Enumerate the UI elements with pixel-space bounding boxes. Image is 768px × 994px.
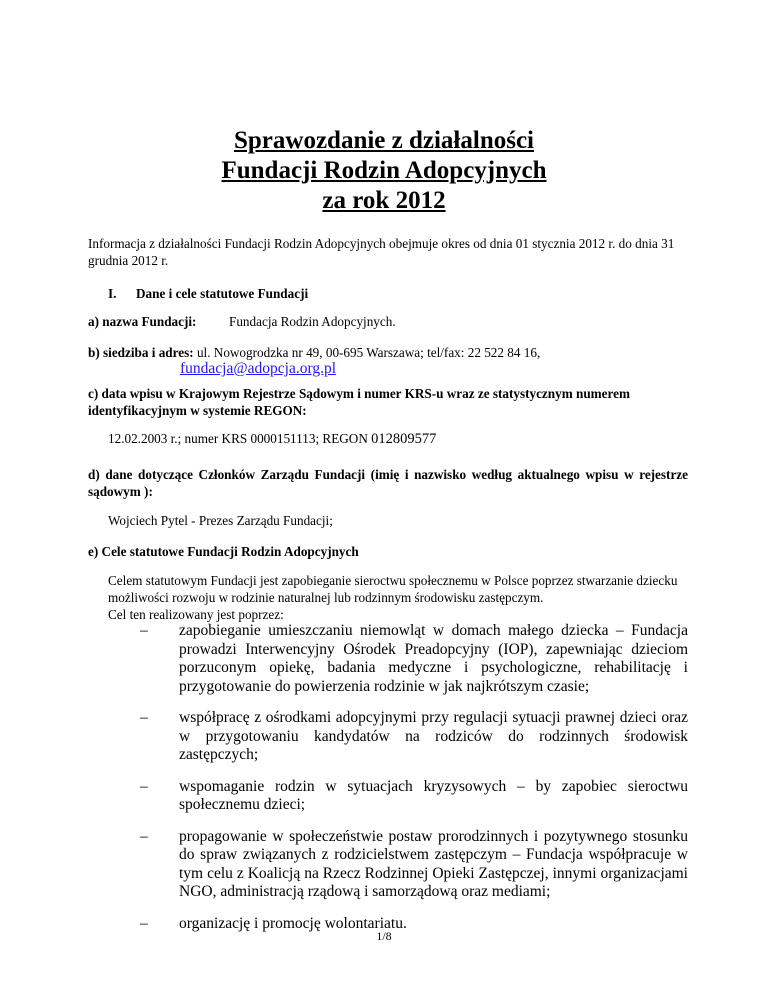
section-1-title: Dane i cele statutowe Fundacji [136, 286, 309, 301]
dash-icon: – [140, 777, 148, 795]
section-1-heading [108, 285, 308, 302]
email-link[interactable]: fundacja@adopcja.org.pl [180, 360, 337, 377]
statutory-goals-heading: e) Cele statutowe Fundacji Rodzin Adopcyjnych [88, 544, 359, 559]
foundation-name-label: a) nazwa Fundacji: [88, 314, 197, 329]
dash-icon: – [140, 622, 148, 639]
section-1-number: I. [108, 286, 117, 301]
title-line-2: Fundacji Rodzin Adopcyjnych [221, 157, 547, 184]
board-label: d) dane dotyczące Członków Zarządu Fundacji (imię i nazwisko według aktualnego wpisu w rejestrze sądowym ): [88, 467, 688, 499]
goals-list [140, 622, 688, 946]
title-line-3: za rok 2012 [322, 187, 446, 214]
board-value: Wojciech Pytel - Prezes Zarządu Fundacji; [108, 513, 333, 528]
document-title [0, 126, 768, 216]
statutory-goals-body [108, 572, 688, 623]
address-value: ul. Nowogrodzka nr 49, 00-695 Warszawa; tel/fax: 22 522 84 16, [196, 345, 541, 360]
list-item: – wspomaganie rodzin w sytuacjach kryzysowych – by zapobiec sieroctwu społecznemu dzieci; [140, 777, 688, 813]
list-item: – współpracę z ośrodkami adopcyjnymi przy regulacji sytuacji prawnej dzieci oraz w przygotowaniu kandydatów na rodziców do rodzinnych środowisk zastępczych; [140, 709, 688, 763]
list-item: – organizację i promocję wolontariatu. [140, 914, 407, 932]
intro-paragraph: Informacja z działalności Fundacji Rodzin Adopcyjnych obejmuje okres od dnia 01 stycznia 2012 r. do dnia 31 grudnia 2012 r. [88, 236, 675, 268]
list-item: – zapobieganie umieszczaniu niemowląt w domach małego dziecka – Fundacja prowadzi Interwencyjny Ośrodek Preadopcyjny (IOP), zapewniając dzieciom porzuconym opiekę, badania medyczne i psychologiczne, rehabilitację i przygotowanie do powierzenia rodzinie w jak najkrótszym czasie; [140, 622, 688, 695]
title-line-1: Sprawozdanie z działalności [233, 127, 534, 154]
list-item: – propagowanie w społeczeństwie postaw prorodzinnych i pozytywnego stosunku do spraw związanych z rodzicielstwem zastępczym – Fundacja współpracuje w tym celu z Koalicją na Rzecz Rodzinnej Opieki Zastępczej, innymi organizacjami NGO, administracją rządową i samorządową oraz mediami; [140, 827, 688, 900]
dash-icon: – [140, 827, 148, 845]
krs-label: c) data wpisu w Krajowym Rejestrze Sądowym i numer KRS-u wraz ze statystycznym numerem identyfikacyjnym w systemie REGON: [88, 386, 630, 418]
foundation-name-value: Fundacja Rodzin Adopcyjnych. [229, 314, 396, 329]
page-number: 1/8 [376, 929, 392, 943]
krs-details: 12.02.2003 r.; numer KRS 0000151113; REGON [108, 431, 368, 446]
address-label: b) siedziba i adres: [88, 345, 194, 360]
statutory-goals-text: Celem statutowym Fundacji jest zapobieganie sieroctwu społecznemu w Polsce poprzez stwarzanie dziecku możliwości rozwoju w rodzinie naturalnej lub rodzinnym środowisku zastępczym. [108, 573, 678, 605]
dash-icon: – [140, 914, 148, 932]
dash-icon: – [140, 709, 148, 726]
statutory-goals-intro: Cel ten realizowany jest poprzez: [108, 607, 284, 622]
krs-value [108, 430, 436, 448]
regon-number: 012809577 [371, 431, 437, 447]
